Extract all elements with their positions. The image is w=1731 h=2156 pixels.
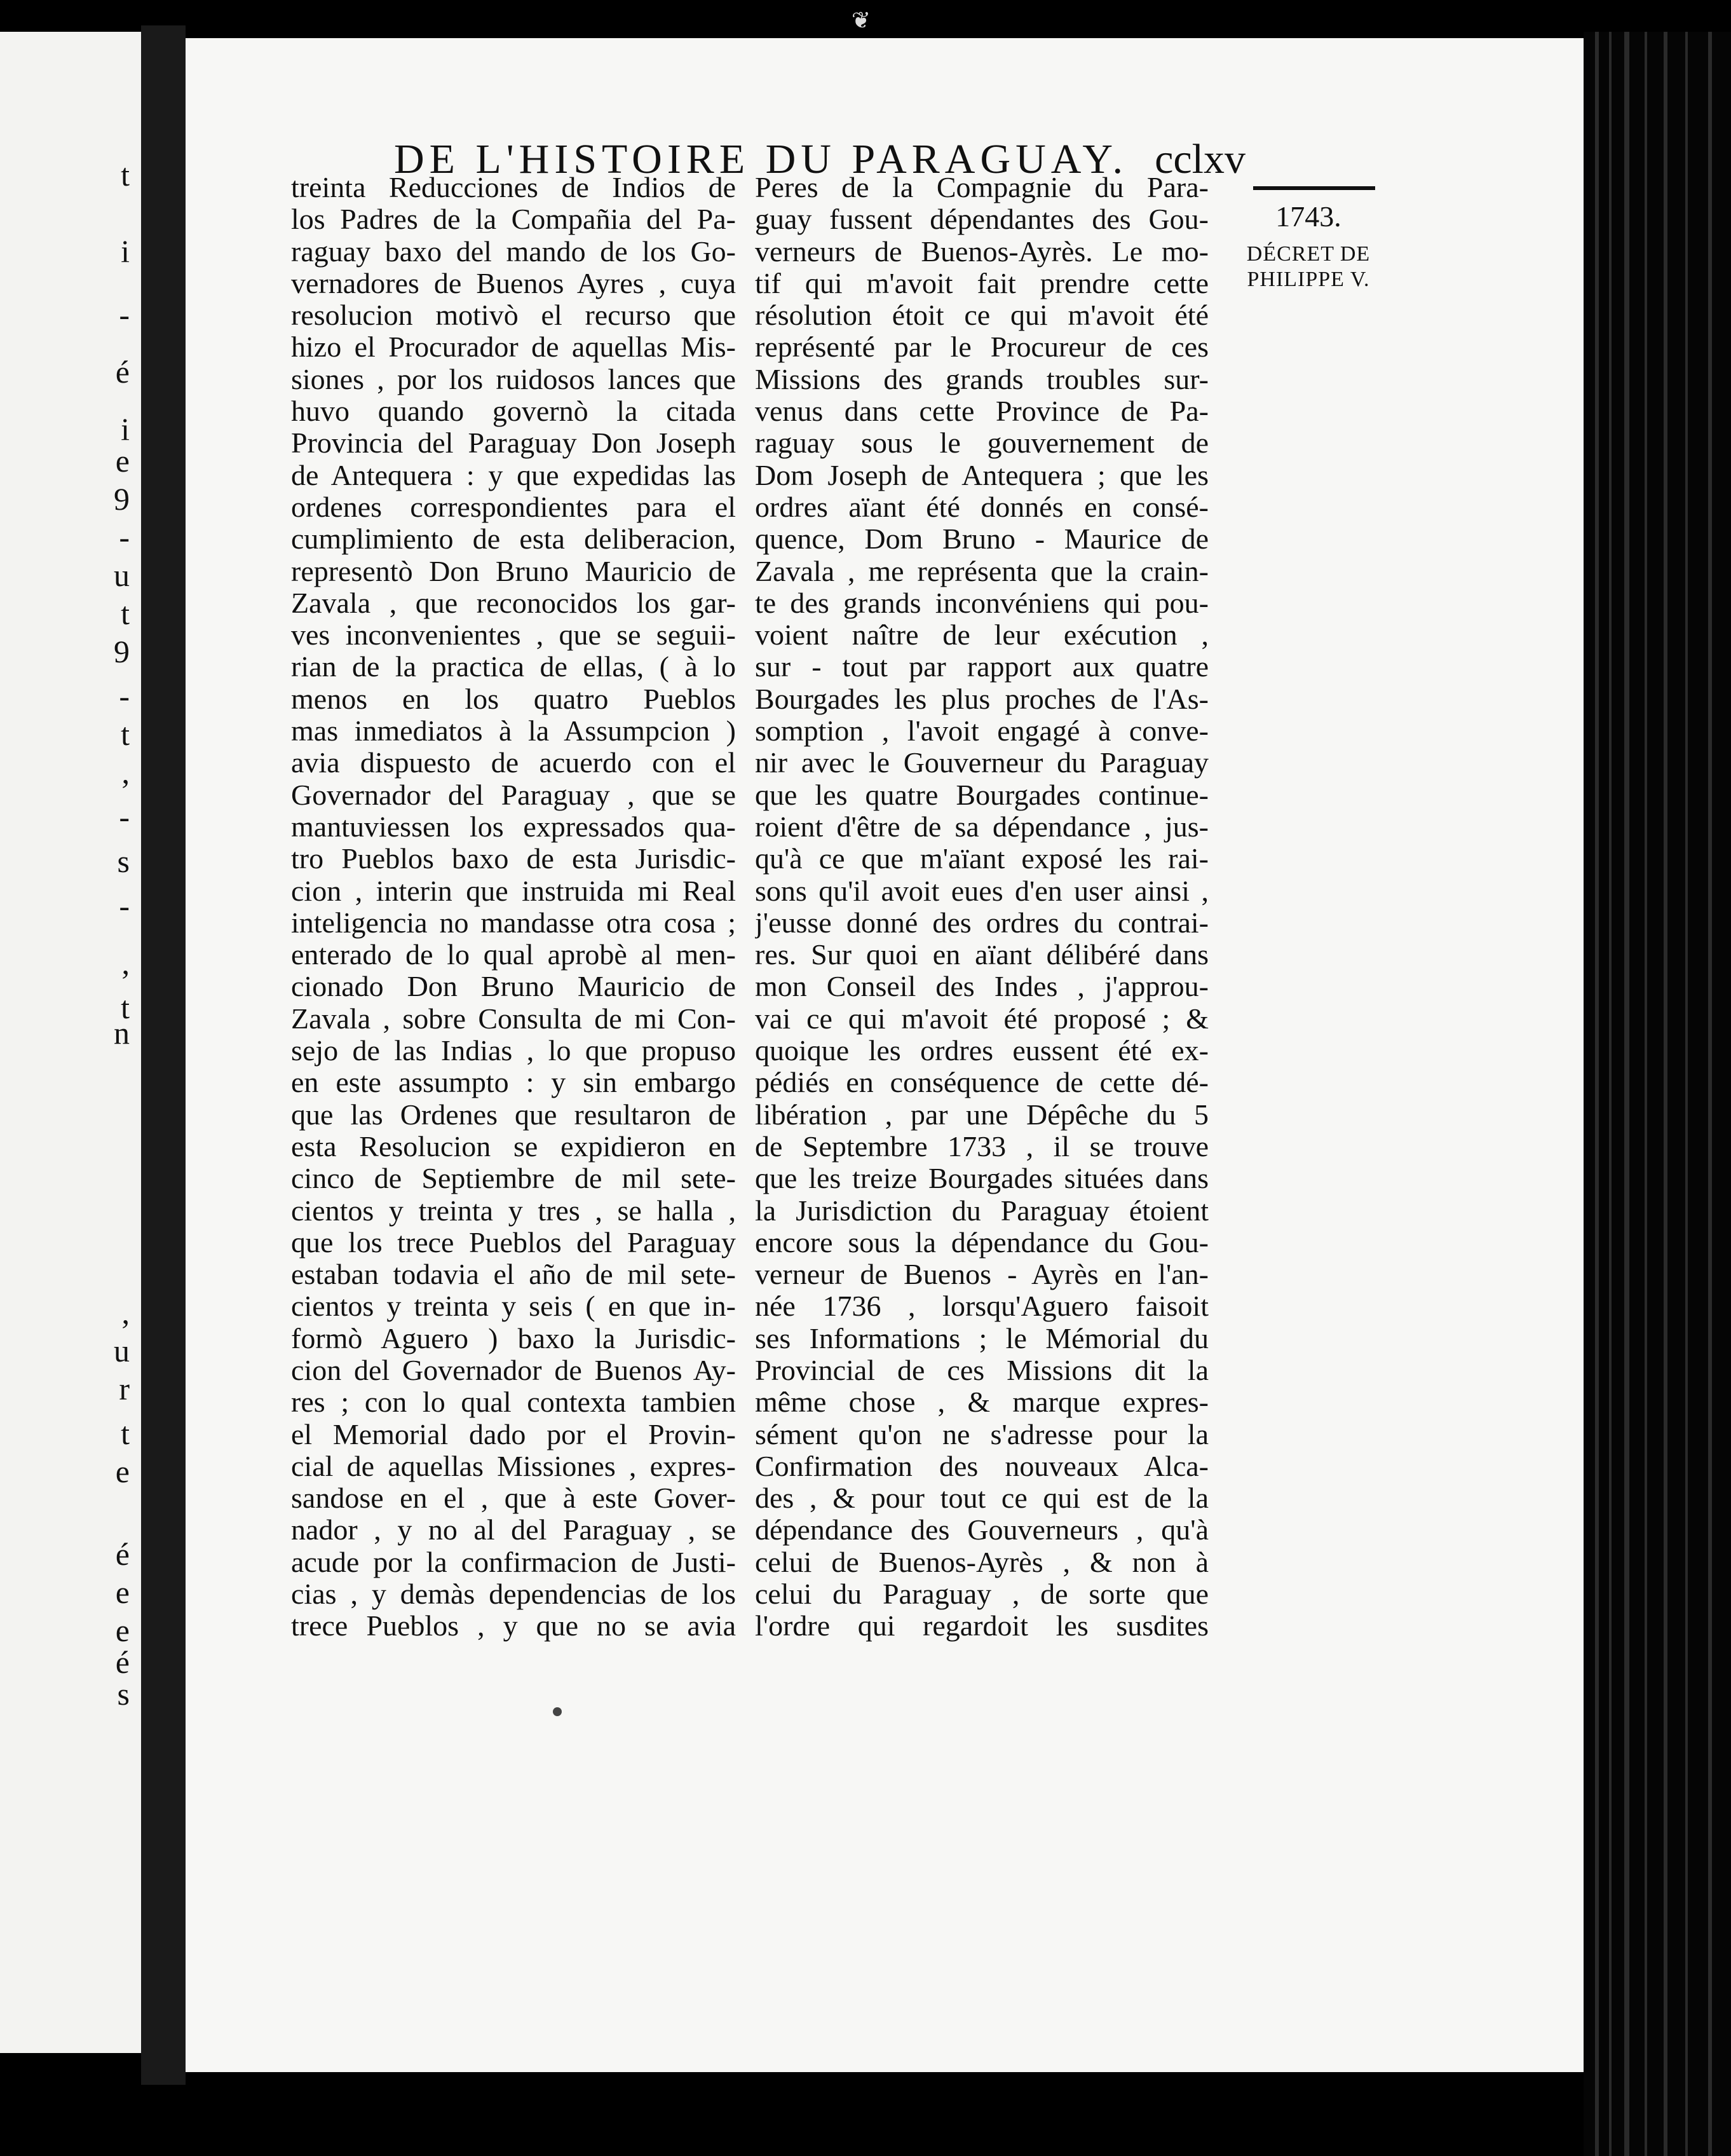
text-line: sur - tout par rapport aux quatre — [755, 651, 1209, 683]
facing-page-letter: - — [119, 297, 130, 332]
facing-page-letter: s — [117, 843, 130, 879]
text-line: sejo de las Indias , lo que propuso — [291, 1035, 736, 1067]
text-line: Confirmation des nouveaux Alca- — [755, 1450, 1209, 1482]
text-line: nador , y no al del Paraguay , se — [291, 1514, 736, 1546]
text-line: guay fussent dépendantes des Gou- — [755, 203, 1209, 236]
text-line: cientos y treinta y tres , se halla , — [291, 1194, 736, 1227]
text-line: cial de aquellas Missiones , expres- — [291, 1450, 736, 1482]
text-line: même chose , & marque expres- — [755, 1386, 1209, 1419]
text-line: treinta Reducciones de Indios de — [291, 172, 736, 203]
text-line: pédiés en conséquence de cette dé- — [755, 1067, 1209, 1099]
facing-page-letter: t — [121, 716, 130, 752]
facing-page-letter: , — [121, 945, 130, 981]
facing-page-letter: i — [121, 233, 130, 269]
text-line: Missions des grands troubles sur- — [755, 363, 1209, 395]
text-line: menos en los quatro Pueblos — [291, 683, 736, 715]
text-line: libération , par une Dépêche du 5 — [755, 1098, 1209, 1131]
text-line: cion del Governador de Buenos Ay- — [291, 1354, 736, 1386]
text-line: l'ordre qui regardoit les susdites — [755, 1610, 1209, 1642]
text-line: Peres de la Compagnie du Para- — [755, 172, 1209, 203]
facing-page-letter: 9 — [114, 634, 130, 669]
facing-page-letter: e — [115, 1613, 130, 1648]
text-line: res. Sur quoi en aïant délibéré dans — [755, 939, 1209, 971]
text-line: que les treize Bourgades situées dans — [755, 1163, 1209, 1195]
text-line: Provincial de ces Missions dit la — [755, 1354, 1209, 1386]
text-line: rian de la practica de ellas, ( à lo — [291, 651, 736, 683]
text-line: Zavala , me représenta que la crain- — [755, 555, 1209, 587]
facing-page-letter: e — [115, 443, 130, 479]
page-number: cclxv — [1155, 136, 1246, 182]
text-line: estaban todavia el año de mil sete- — [291, 1259, 736, 1291]
facing-page-letter: é — [115, 1536, 130, 1572]
facing-page-letter: 9 — [114, 481, 130, 517]
text-line: ses Informations ; le Mémorial du — [755, 1322, 1209, 1354]
text-line: de Antequera : y que expedidas las — [291, 459, 736, 491]
text-line: celui de Buenos-Ayrès , & non à — [755, 1546, 1209, 1578]
facing-page-edge — [0, 32, 141, 2053]
facing-page-letter: - — [119, 888, 130, 924]
facing-page-letter: é — [115, 354, 130, 390]
text-line: sandose en el , que à este Gover- — [291, 1482, 736, 1515]
text-line: enterado de lo qual aprobè al men- — [291, 939, 736, 971]
text-line: Zavala , que reconocidos los gar- — [291, 587, 736, 619]
text-line: née 1736 , lorsqu'Aguero faisoit — [755, 1290, 1209, 1323]
text-line: huvo quando governò la citada — [291, 395, 736, 428]
facing-page-letter: u — [114, 557, 130, 593]
text-line: Zavala , sobre Consulta de mi Con- — [291, 1002, 736, 1035]
text-line: dépendance des Gouverneurs , qu'à — [755, 1514, 1209, 1546]
text-line: de Septembre 1733 , il se trouve — [755, 1130, 1209, 1163]
text-line: encore sous la dépendance du Gou- — [755, 1226, 1209, 1259]
facing-page-letter: e — [115, 1574, 130, 1610]
text-line: j'eusse donné des ordres du contrai- — [755, 906, 1209, 939]
text-line: cientos y treinta y seis ( en que in- — [291, 1290, 736, 1323]
text-line: formò Aguero ) baxo la Jurisdic- — [291, 1322, 736, 1354]
french-text-column — [755, 172, 1209, 1642]
facing-page-letter: u — [114, 1333, 130, 1368]
text-line: mas inmediatos à la Assumpcion ) — [291, 715, 736, 747]
text-line: cumplimiento de esta deliberacion, — [291, 523, 736, 556]
margin-note-line-2: PHILIPPE V. — [1247, 268, 1370, 291]
spanish-text-column — [291, 172, 736, 1642]
text-line: que los trece Pueblos del Paraguay — [291, 1226, 736, 1259]
text-line: mon Conseil des Indes , j'approu- — [755, 971, 1209, 1003]
text-line: Dom Joseph de Antequera ; que les — [755, 459, 1209, 491]
facing-page-letter: - — [119, 678, 130, 714]
text-line: sément qu'on ne s'adresse pour la — [755, 1418, 1209, 1450]
facing-page-letter: s — [117, 1676, 130, 1712]
facing-page-letter: r — [119, 1371, 130, 1407]
text-line: te des grands inconvéniens qui pou- — [755, 587, 1209, 619]
text-line: nir avec le Gouverneur du Paraguay — [755, 747, 1209, 779]
text-line: représenté par le Procureur de ces — [755, 331, 1209, 364]
facing-page-letter: e — [115, 1454, 130, 1489]
text-line: Bourgades les plus proches de l'As- — [755, 683, 1209, 715]
text-line: roient d'être de sa dépendance , jus- — [755, 810, 1209, 843]
text-line: representò Don Bruno Mauricio de — [291, 555, 736, 587]
facing-page-letters — [0, 32, 141, 2053]
page-stack-edge — [1584, 32, 1731, 2156]
margin-rule — [1253, 186, 1375, 190]
text-line: avia dispuesto de acuerdo con el — [291, 747, 736, 779]
text-line: raguay sous le gouvernement de — [755, 427, 1209, 460]
text-line: tro Pueblos baxo de esta Jurisdic- — [291, 843, 736, 875]
facing-page-letter: , — [121, 1295, 130, 1330]
running-head: DE L'HISTOIRE DU PARAGUAY. — [394, 136, 1129, 182]
text-line: resolucion motivò el recurso que — [291, 299, 736, 332]
text-line: vai ce qui m'avoit été proposé ; & — [755, 1002, 1209, 1035]
text-line: los Padres de la Compañia del Pa- — [291, 203, 736, 236]
text-line: voient naître de leur exécution , — [755, 619, 1209, 652]
text-line: verneurs de Buenos-Ayrès. Le mo- — [755, 235, 1209, 268]
text-line: inteligencia no mandasse otra cosa ; — [291, 906, 736, 939]
facing-page-letter: é — [115, 1644, 130, 1680]
text-line: tif qui m'avoit fait prendre cette — [755, 267, 1209, 299]
text-line: ordenes correspondientes para el — [291, 491, 736, 523]
text-line: ordres aïant été donnés en consé- — [755, 491, 1209, 523]
book-gutter — [141, 25, 186, 2085]
text-line: acude por la confirmacion de Justi- — [291, 1546, 736, 1578]
text-line: trece Pueblos , y que no se avia — [291, 1610, 736, 1642]
text-line: cion , interin que instruida mi Real — [291, 875, 736, 907]
text-line: cias , y demàs dependencias de los — [291, 1578, 736, 1611]
text-line: somption , l'avoit engagé à conve- — [755, 715, 1209, 747]
text-line: Provincia del Paraguay Don Joseph — [291, 427, 736, 460]
text-line: celui du Paraguay , de sorte que — [755, 1578, 1209, 1611]
text-line: vernadores de Buenos Ayres , cuya — [291, 267, 736, 299]
text-line: res ; con lo qual contexta tambien — [291, 1386, 736, 1419]
facing-page-letter: , — [121, 754, 130, 790]
margin-note-line-1: DÉCRET DE — [1246, 242, 1371, 266]
text-line: des , & pour tout ce qui est de la — [755, 1482, 1209, 1515]
text-line: el Memorial dado por el Provin- — [291, 1418, 736, 1450]
text-line: mantuviessen los expressados qua- — [291, 810, 736, 843]
facing-page-letter: n — [114, 1015, 130, 1051]
facing-page-letter: - — [119, 799, 130, 835]
text-line: quoique les ordres eussent été ex- — [755, 1035, 1209, 1067]
ornament-icon: ❦ — [851, 8, 871, 34]
text-line: venus dans cette Province de Pa- — [755, 395, 1209, 428]
text-line: hizo el Procurador de aquellas Mis- — [291, 331, 736, 364]
text-line: qu'à ce que m'aïant exposé les rai- — [755, 843, 1209, 875]
text-line: que las Ordenes que resultaron de — [291, 1098, 736, 1131]
facing-page-letter: t — [121, 157, 130, 193]
ink-spot — [553, 1707, 562, 1716]
text-line: cinco de Septiembre de mil sete- — [291, 1163, 736, 1195]
text-line: sons qu'il avoit eues d'en user ainsi , — [755, 875, 1209, 907]
text-line: quence, Dom Bruno - Maurice de — [755, 523, 1209, 556]
text-line: esta Resolucion se expidieron en — [291, 1130, 736, 1163]
facing-page-letter: t — [121, 1416, 130, 1451]
text-line: raguay baxo del mando de los Go- — [291, 235, 736, 268]
facing-page-letter: i — [121, 411, 130, 447]
text-line: verneur de Buenos - Ayrès en l'an- — [755, 1259, 1209, 1291]
text-line: Governador del Paraguay , que se — [291, 779, 736, 811]
facing-page-letter: t — [121, 990, 130, 1025]
facing-page-letter: t — [121, 596, 130, 631]
text-line: ves inconvenientes , que se seguii- — [291, 619, 736, 652]
text-line: la Jurisdiction du Paraguay étoient — [755, 1194, 1209, 1227]
text-line: que les quatre Bourgades continue- — [755, 779, 1209, 811]
facing-page-letter: - — [119, 519, 130, 555]
text-line: en este assumpto : y sin embargo — [291, 1067, 736, 1099]
text-line: cionado Don Bruno Mauricio de — [291, 971, 736, 1003]
text-line: résolution étoit ce qui m'avoit été — [755, 299, 1209, 332]
text-line: siones , por los ruidosos lances que — [291, 363, 736, 395]
margin-year: 1743. — [1275, 200, 1341, 233]
